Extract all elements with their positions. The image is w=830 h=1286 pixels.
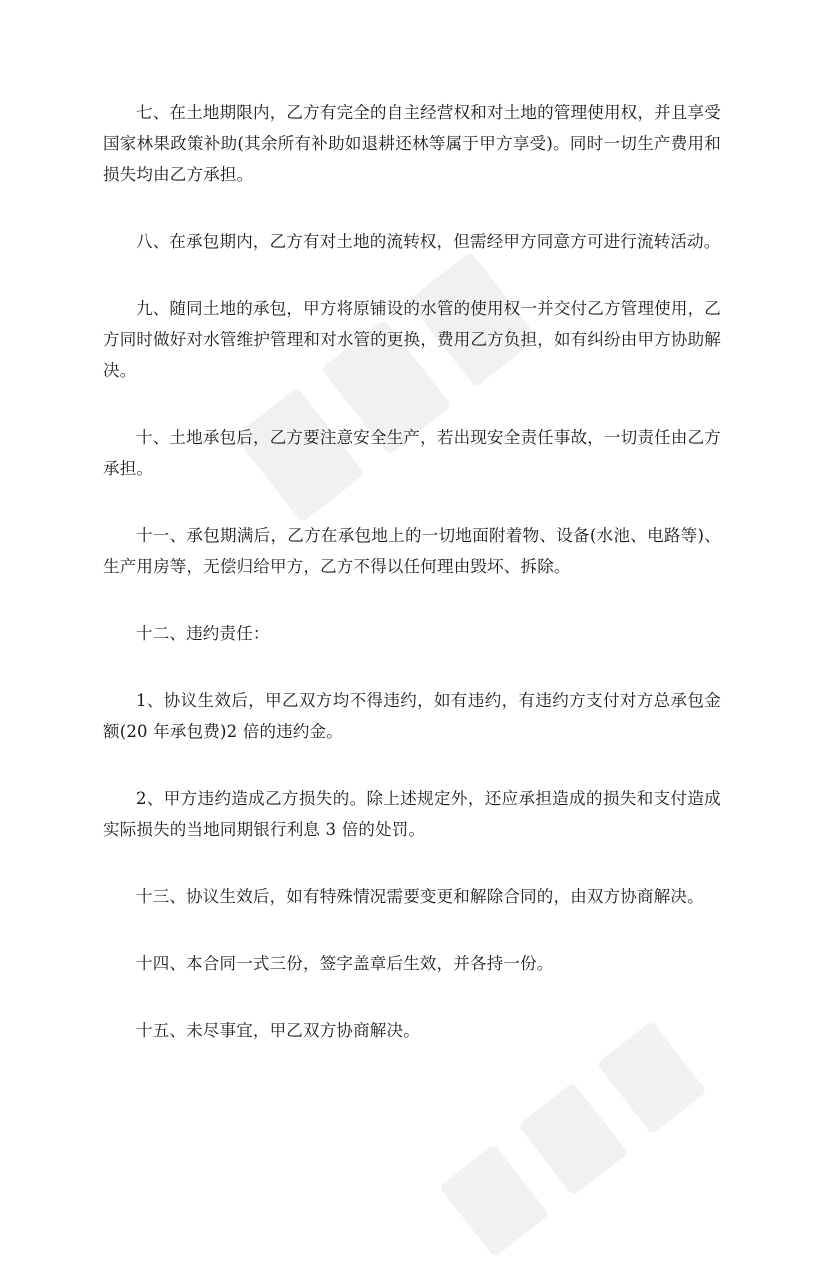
clause-9: 九、随同土地的承包，甲方将原铺设的水管的使用权一并交付乙方管理使用，乙方同时做好对水管维护管理和对水管的更换，费用乙方负担，如有纠纷由甲方协助解决。 — [103, 299, 721, 380]
clause-10: 十、土地承包后，乙方要注意安全生产，若出现安全责任事故，一切责任由乙方承担。 — [103, 428, 721, 478]
clause-12-item-2: 2、甲方违约造成乙方损失的。除上述规定外，还应承担造成的损失和支付造成实际损失的当地同期银行利息 3 倍的处罚。 — [103, 789, 721, 839]
document-body — [103, 97, 721, 1082]
clause-15: 十五、未尽事宜，甲乙双方协商解决。 — [136, 1021, 420, 1040]
clause-11: 十一、承包期满后，乙方在承包地上的一切地面附着物、设备(水池、电路等)、生产用房等，无偿归给甲方，乙方不得以任何理由毁坏、拆除。 — [103, 526, 721, 576]
clause-8: 八、在承包期内，乙方有对土地的流转权，但需经甲方同意方可进行流转活动。 — [136, 232, 721, 251]
clause-13: 十三、协议生效后，如有特殊情况需要变更和解除合同的，由双方协商解决。 — [136, 887, 704, 906]
clause-12-item-1: 1、协议生效后，甲乙双方均不得违约，如有违约，有违约方支付对方总承包金额(20 年承包费)2 倍的违约金。 — [103, 691, 721, 741]
clause-7: 七、在土地期限内，乙方有完全的自主经营权和对土地的管理使用权，并且享受国家林果政策补助(其余所有补助如退耕还林等属于甲方享受)。同时一切生产费用和损失均由乙方承担。 — [103, 103, 721, 184]
clause-12-heading: 十二、违约责任： — [136, 624, 270, 643]
clause-14: 十四、本合同一式三份，签字盖章后生效，并各持一份。 — [136, 954, 554, 973]
